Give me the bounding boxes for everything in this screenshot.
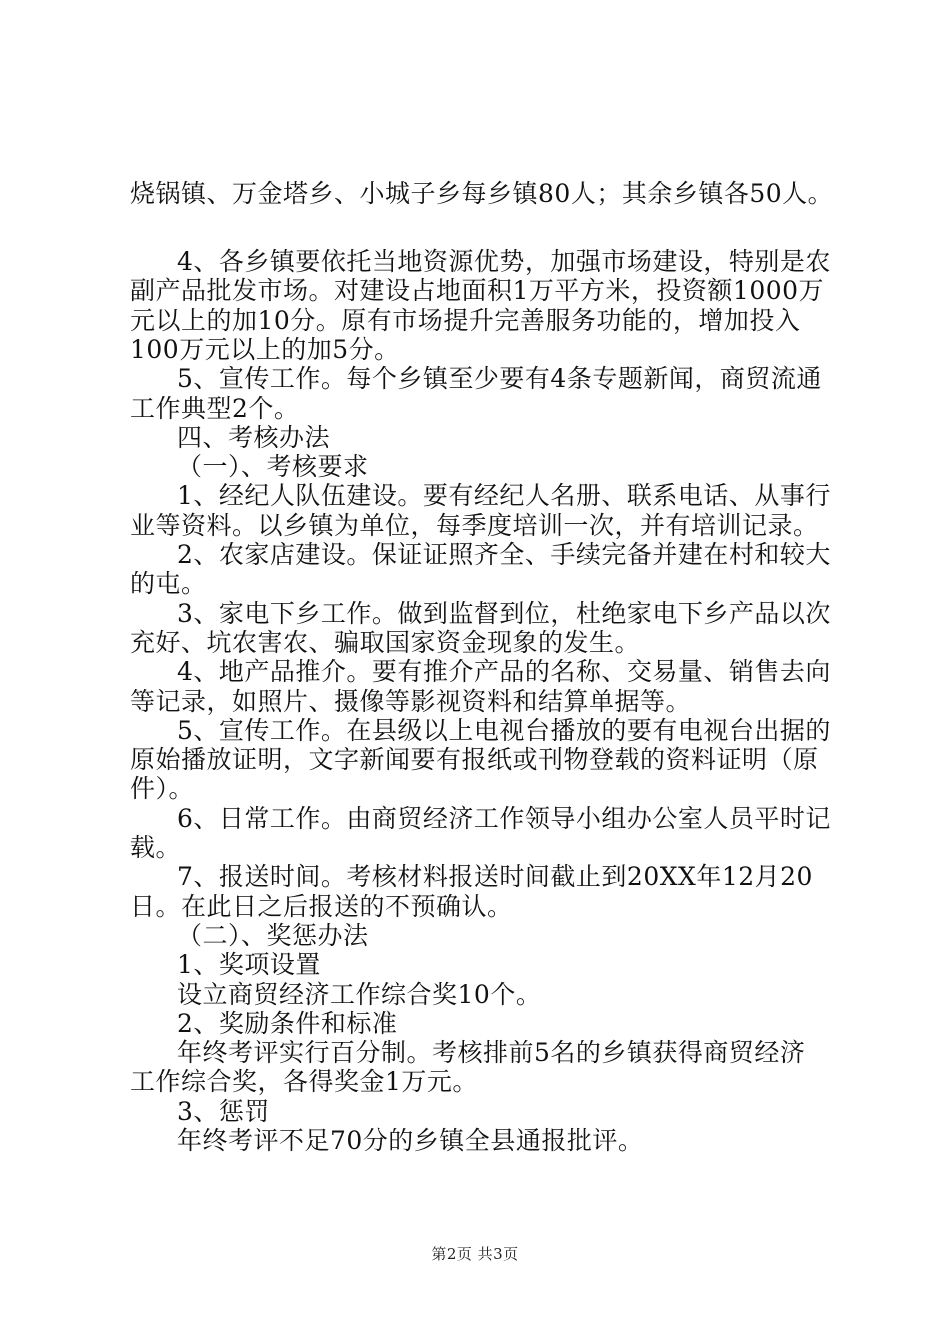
text-line: 1、经纪人队伍建设。要有经纪人名册、联系电话、从事行 xyxy=(177,481,831,510)
subsection-heading: （二）、奖惩办法 xyxy=(177,921,369,950)
text-line: 3、惩罚 xyxy=(177,1097,270,1126)
text-line: 4、地产品推介。要有推介产品的名称、交易量、销售去向 xyxy=(177,657,831,686)
text-line: 的屯。 xyxy=(130,569,207,598)
text-line: 充好、坑农害农、骗取国家资金现象的发生。 xyxy=(130,628,641,657)
text-line: 2、奖励条件和标准 xyxy=(177,1009,398,1038)
text-line: 2、农家店建设。保证证照齐全、手续完备并建在村和较大 xyxy=(177,540,831,569)
text-line: 设立商贸经济工作综合奖10个。 xyxy=(177,980,542,1009)
text-line: 7、报送时间。考核材料报送时间截止到20XX年12月20 xyxy=(177,862,813,891)
page-footer: 第2页 共3页 xyxy=(431,1245,519,1263)
text-line: 原始播放证明，文字新闻要有报纸或刊物登载的资料证明（原 xyxy=(130,745,819,774)
text-line: 等记录，如照片、摄像等影视资料和结算单据等。 xyxy=(130,687,692,716)
text-line: 工作综合奖，各得奖金1万元。 xyxy=(130,1067,478,1096)
text-line: 6、日常工作。由商贸经济工作领导小组办公室人员平时记 xyxy=(177,804,831,833)
text-line: 年终考评不足70分的乡镇全县通报批评。 xyxy=(177,1126,644,1155)
text-line: 烧锅镇、万金塔乡、小城子乡每乡镇80人；其余乡镇各50人。 xyxy=(130,179,834,208)
text-line: 1、奖项设置 xyxy=(177,950,321,979)
text-line: 日。在此日之后报送的不预确认。 xyxy=(130,892,513,921)
text-line: 4、各乡镇要依托当地资源优势，加强市场建设，特别是农 xyxy=(177,247,831,276)
text-line: 件）。 xyxy=(130,774,195,803)
text-line: 100万元以上的加5分。 xyxy=(130,335,400,364)
text-line: 工作典型2个。 xyxy=(130,394,300,423)
text-line: 3、家电下乡工作。做到监督到位，杜绝家电下乡产品以次 xyxy=(177,599,831,628)
text-line: 元以上的加10分。原有市场提升完善服务功能的，增加投入 xyxy=(130,306,801,335)
text-line: 5、宣传工作。每个乡镇至少要有4条专题新闻，商贸流通 xyxy=(177,364,822,393)
subsection-heading: （一）、考核要求 xyxy=(177,452,369,481)
text-line: 载。 xyxy=(130,833,182,862)
section-heading: 四、考核办法 xyxy=(177,423,331,452)
text-line: 业等资料。以乡镇为单位，每季度培训一次，并有培训记录。 xyxy=(130,511,819,540)
text-line: 副产品批发市场。对建设占地面积1万平方米，投资额1000万 xyxy=(130,276,825,305)
text-line: 5、宣传工作。在县级以上电视台播放的要有电视台出据的 xyxy=(177,716,831,745)
text-line: 年终考评实行百分制。考核排前5名的乡镇获得商贸经济 xyxy=(177,1038,806,1067)
